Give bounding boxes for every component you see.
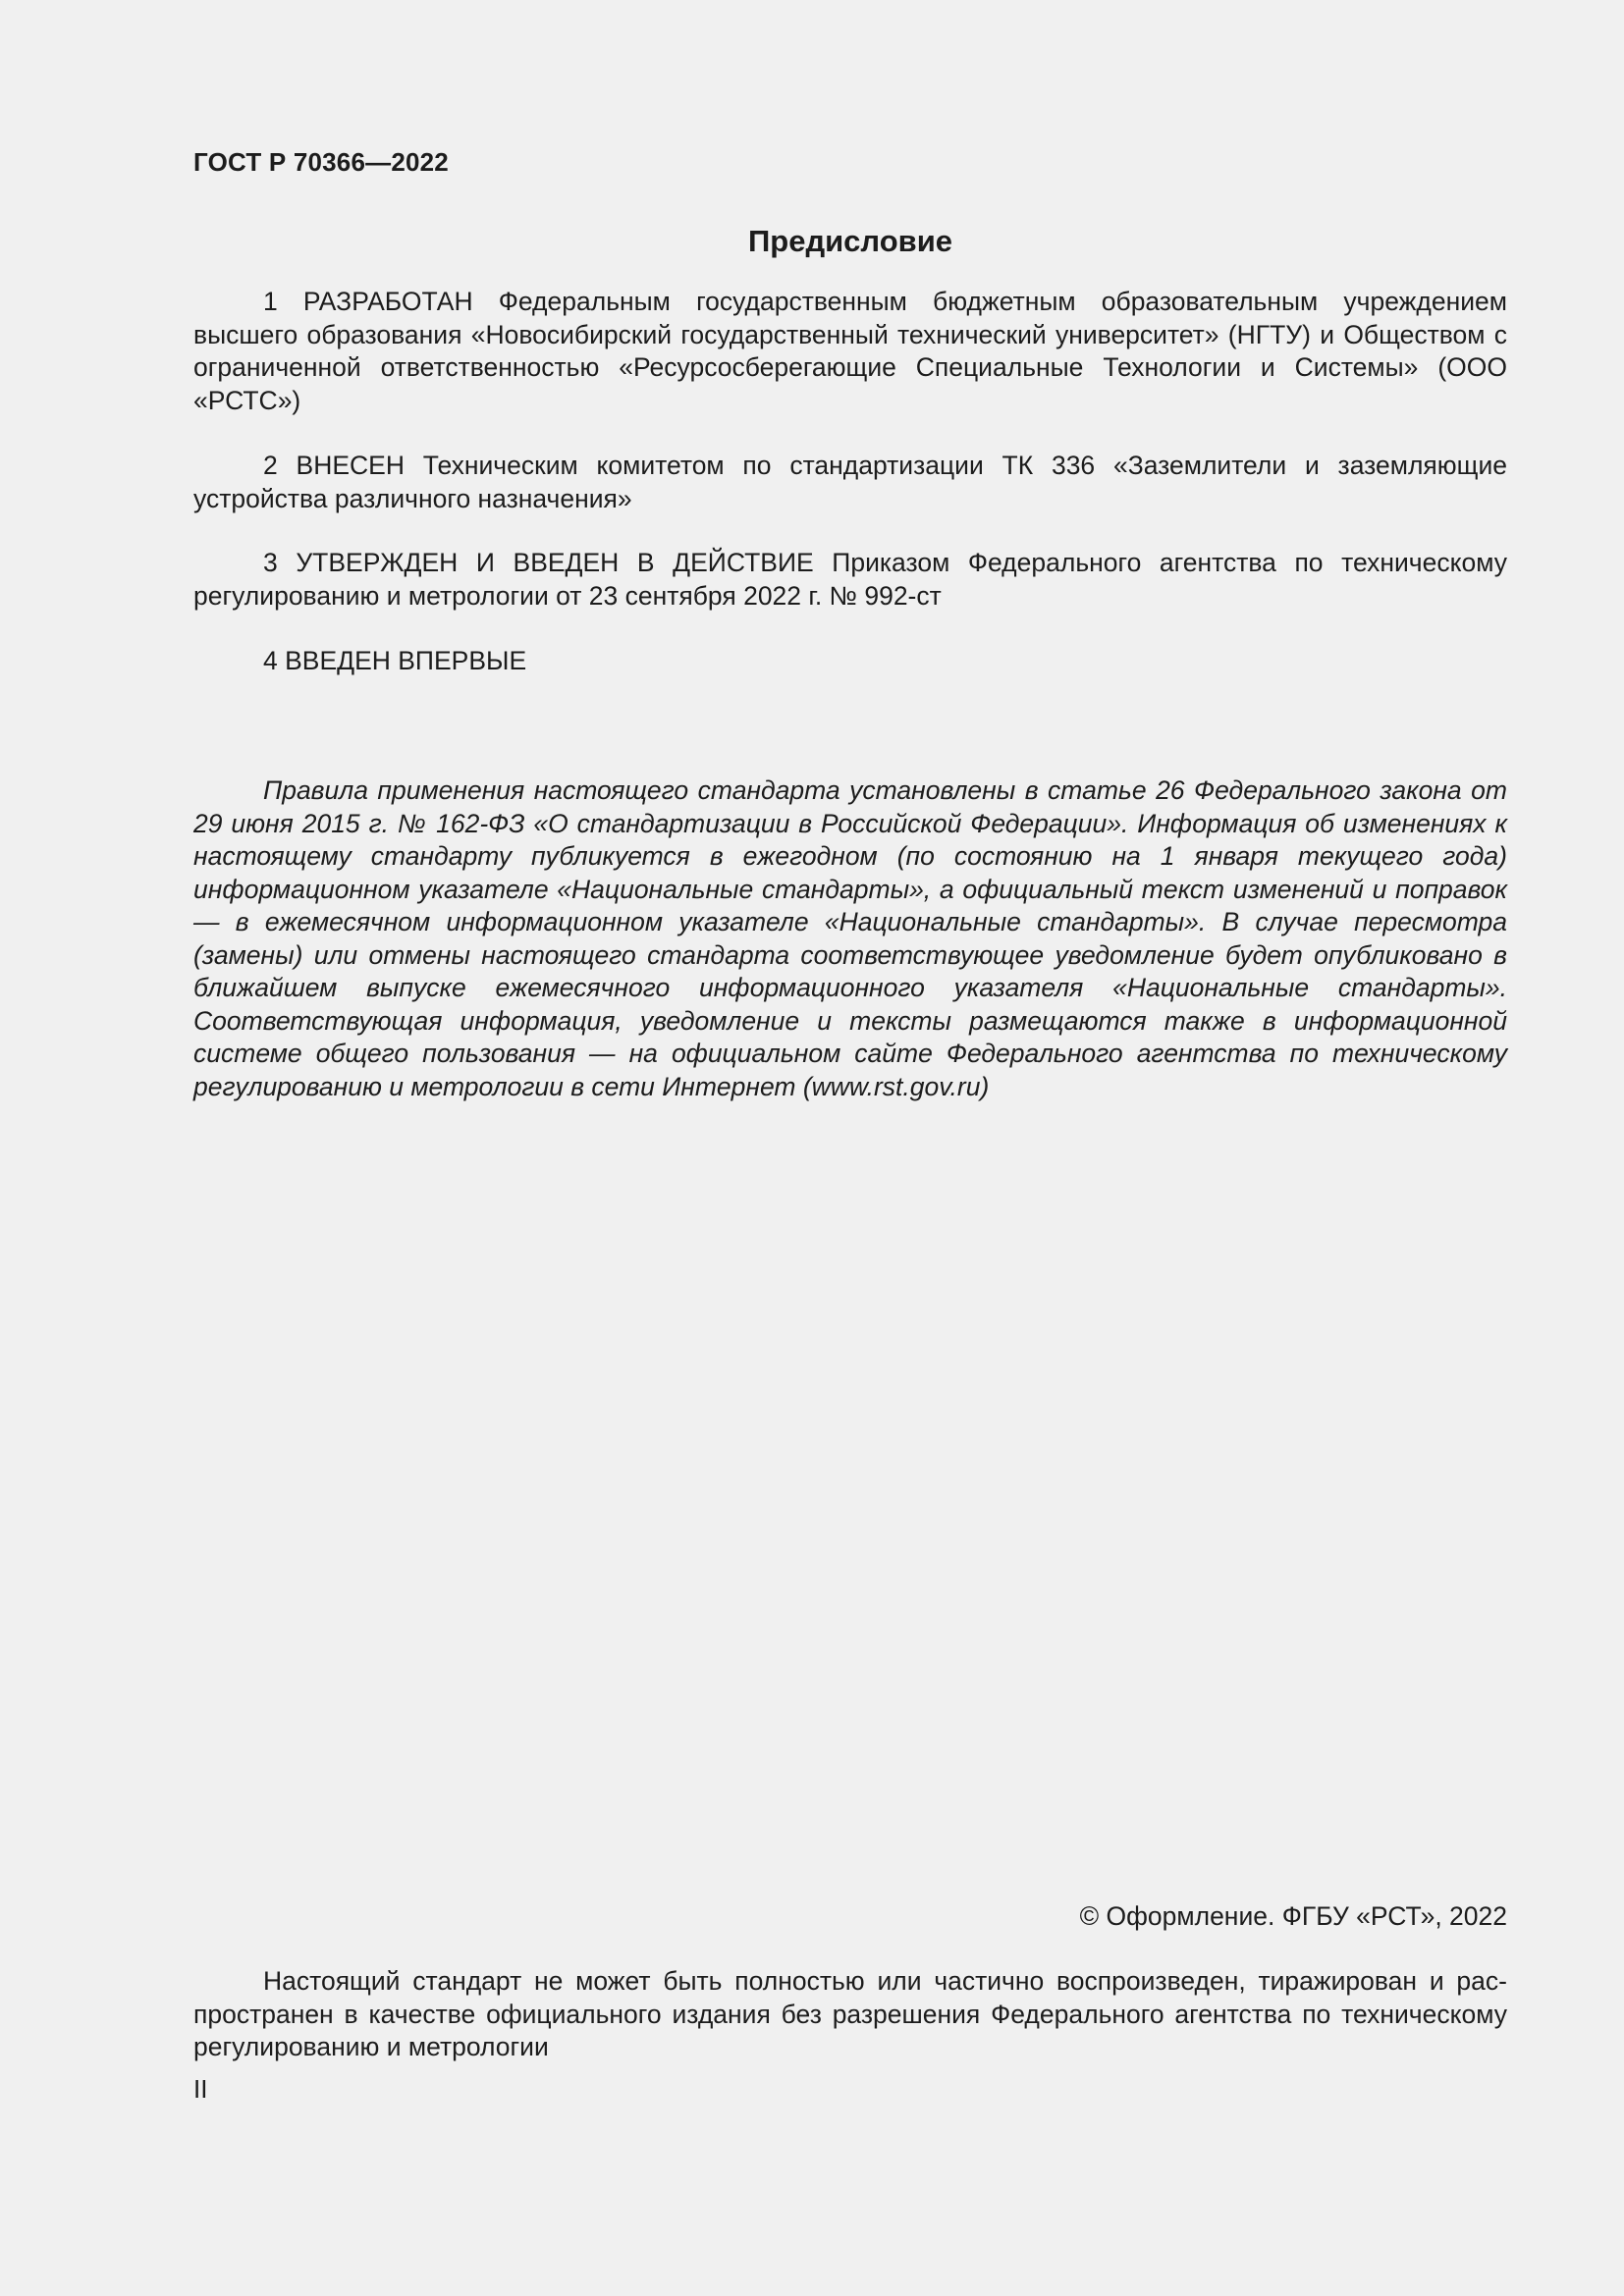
preface-item-approved: 3 УТВЕРЖДЕН И ВВЕДЕН В ДЕЙСТВИЕ Приказом Федерального агентства по техническому регулированию и метрологии от 23 сентября 2022 г. № 992-ст: [193, 548, 1507, 611]
page-title: Предисловие: [747, 224, 952, 258]
copyright-line: © Оформление. ФГБУ «РСТ», 2022: [1079, 1901, 1507, 1931]
preface-item-introduced: 2 ВНЕСЕН Техническим комитетом по стандартизации ТК 336 «Заземлители и заземляющие устройства различного назначения»: [193, 451, 1507, 513]
preface-item-first-introduced: 4 ВВЕДЕН ВПЕРВЫЕ: [263, 646, 527, 675]
page-number: II: [193, 2074, 208, 2104]
reproduction-notice: Настоящий стандарт не может быть полностью или частично воспроизведен, тиражирован и распространен в качестве официального издания без разрешения Федерального агентства по техническому регулированию и метрологии: [193, 1966, 1507, 2061]
standard-code-header: ГОСТ Р 70366—2022: [193, 147, 449, 177]
application-rules-note: Правила применения настоящего стандарта установлены в статье 26 Федерального закона от 29 июня 2015 г. № 162-ФЗ «О стандартизации в Российской Федерации». Информация об изменениях к настоящему стандарту публикуется в ежегодном (по состоянию на 1 января текущего года) информационном указателе «Национальные стандарты», а официальный текст изменений и поправок — в ежемесячном информационном указателе «Национальные стандарты». В случае пересмотра (замены) или отмены настоящего стандарта соответствующее уведомление будет опубликовано в ближайшем выпуске ежемесячного информационного указателя «Национальные стандарты». Соответствующая информация, уведомление и тексты размещаются также в информационной системе общего пользования — на официальном сайте Федерального агентства по техническому регулированию и метрологии в сети Интернет (www.rst.gov.ru): [193, 775, 1507, 1101]
preface-item-developed: 1 РАЗРАБОТАН Федеральным государственным бюджетным образовательным учреждением высшего образования «Новосибирский государственный технический университет» (НГТУ) и Обществом с ограниченной ответственностью «Ресурсосберегающие Специальные Технологии и Системы» (ООО «РСТС»): [193, 287, 1507, 415]
